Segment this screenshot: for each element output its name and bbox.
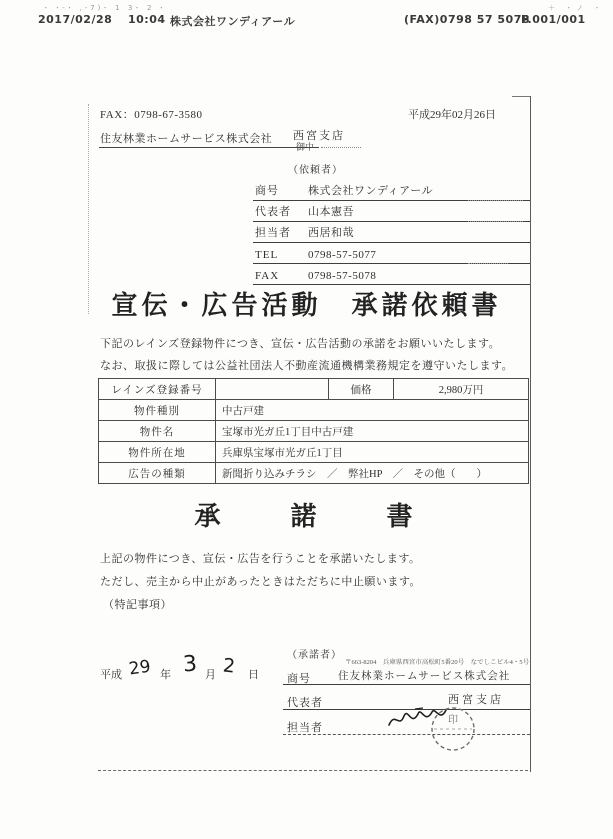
consent-notes-label: （特記事項） [103, 599, 172, 611]
field-label: FAX [255, 270, 280, 282]
consenter-manager-underline [283, 734, 530, 735]
row-label-cell: 広告の種類 [99, 463, 216, 484]
recipient-underline [99, 147, 319, 148]
field-value: 0798-57-5078 [308, 270, 377, 282]
row-value-cell: 兵庫県宝塚市光ガ丘1丁目 [216, 442, 529, 463]
requester-field-representative [253, 201, 530, 222]
field-value: 西居和哉 [308, 227, 354, 239]
table-row-reins [99, 379, 529, 400]
handwritten-month: 3 [182, 651, 198, 678]
reins-label-cell: レインズ登録番号 [99, 379, 216, 400]
requester-section-label: （依頼者） [288, 165, 343, 176]
seal-text: 印 [448, 715, 458, 726]
handwritten-day: 2 [221, 654, 237, 678]
consent-title: 承 諾 書 [194, 502, 419, 531]
consenter-company-underline [283, 684, 530, 685]
consent-date-day-unit: 日 [248, 669, 259, 681]
price-value-cell: 2,980万円 [394, 379, 529, 400]
fax-corner-noise: ＋ ・ノ ・ [548, 4, 605, 12]
table-row-location [99, 442, 529, 463]
property-table [98, 378, 529, 484]
row-value-cell: 新聞折り込みチラシ ／ 弊社HP ／ その他（ ） [216, 463, 529, 484]
consenter-company-value: 住友林業ホームサービス株式会社 [338, 671, 511, 682]
table-row-name [99, 421, 529, 442]
page-border-corner [512, 96, 530, 97]
consent-body-line-2: ただし、売主から中止があったときはただちに中止願います。 [100, 576, 422, 588]
letter-date: 平成29年02月26日 [408, 109, 496, 121]
requester-field-fax [253, 264, 530, 285]
consent-date-era: 平成 [100, 669, 122, 681]
consenter-address-small: 〒663-8204 兵庫県西宮市高松町5番20号 なでしこビル4・5号 [345, 659, 530, 666]
consenter-company-label: 商号 [287, 673, 311, 685]
consenter-branch-value: 西宮支店 [448, 694, 504, 706]
request-body-line-1: 下記のレインズ登録物件につき、宣伝・広告活動の承諾をお願いいたします。 [100, 338, 501, 350]
consenter-section-label: （承諾者） [287, 650, 342, 661]
row-value-cell: 中古戸建 [216, 400, 529, 421]
fax-time: 10:04 [128, 13, 166, 26]
fax-sender: 株式会社ワンディアール [170, 15, 296, 28]
consent-body-line-1: 上記の物件につき、宣伝・広告を行うことを承諾いたします。 [100, 553, 421, 565]
row-value-cell: 宝塚市光ガ丘1丁目中古戸建 [216, 421, 529, 442]
row-label-cell: 物件所在地 [99, 442, 216, 463]
request-body-line-2: なお、取扱に際しては公益社団法人不動産流通機構業務規定を遵守いたします。 [100, 360, 514, 372]
price-label-cell: 価格 [329, 379, 394, 400]
page-border-left [88, 104, 89, 314]
row-label-cell: 物件名 [99, 421, 216, 442]
requester-field-tel [253, 243, 530, 264]
fax-date: 2017/02/28 [38, 13, 113, 26]
consent-date-month-unit: 月 [205, 669, 216, 681]
field-label: 担当者 [255, 227, 291, 239]
recipient-branch: 西宮支店 [293, 130, 345, 142]
handwritten-year: 29 [127, 656, 152, 680]
consenter-representative-label: 代表者 [287, 697, 323, 709]
field-label: 商号 [255, 185, 279, 197]
field-value: 山本憲吾 [308, 206, 354, 218]
field-label: TEL [255, 249, 279, 261]
table-row-ad-type [99, 463, 529, 484]
consenter-manager-label: 担当者 [287, 722, 323, 734]
reins-value-cell [216, 379, 329, 400]
recipient-honorific: 御中 [296, 142, 315, 152]
fax-page-count: P.001/001 [521, 13, 586, 26]
field-value: 株式会社ワンディアール [308, 185, 434, 197]
round-seal [428, 704, 478, 754]
field-value: 0798-57-5077 [308, 249, 377, 261]
row-label-cell: 物件種別 [99, 400, 216, 421]
page-border-right [530, 96, 531, 772]
page-border-bottom [98, 770, 528, 771]
recipient-fax-number: FAX：0798-67-3580 [100, 109, 203, 121]
consent-date-year-unit: 年 [160, 669, 171, 681]
fax-scan-noise: ･ ･‐･ ,‐7)･ 1 3･ 2 ･ [44, 4, 167, 12]
recipient-company: 住友林業ホームサービス株式会社 [100, 133, 273, 145]
recipient-underline-dots [321, 147, 361, 148]
requester-field-manager [253, 222, 530, 243]
field-label: 代表者 [255, 206, 291, 218]
requester-field-company [253, 180, 530, 201]
table-row-type [99, 400, 529, 421]
fax-number-header: (FAX)0798 57 5078 [404, 13, 530, 26]
request-title: 宣伝・広告活動 承諾依頼書 [111, 291, 502, 320]
